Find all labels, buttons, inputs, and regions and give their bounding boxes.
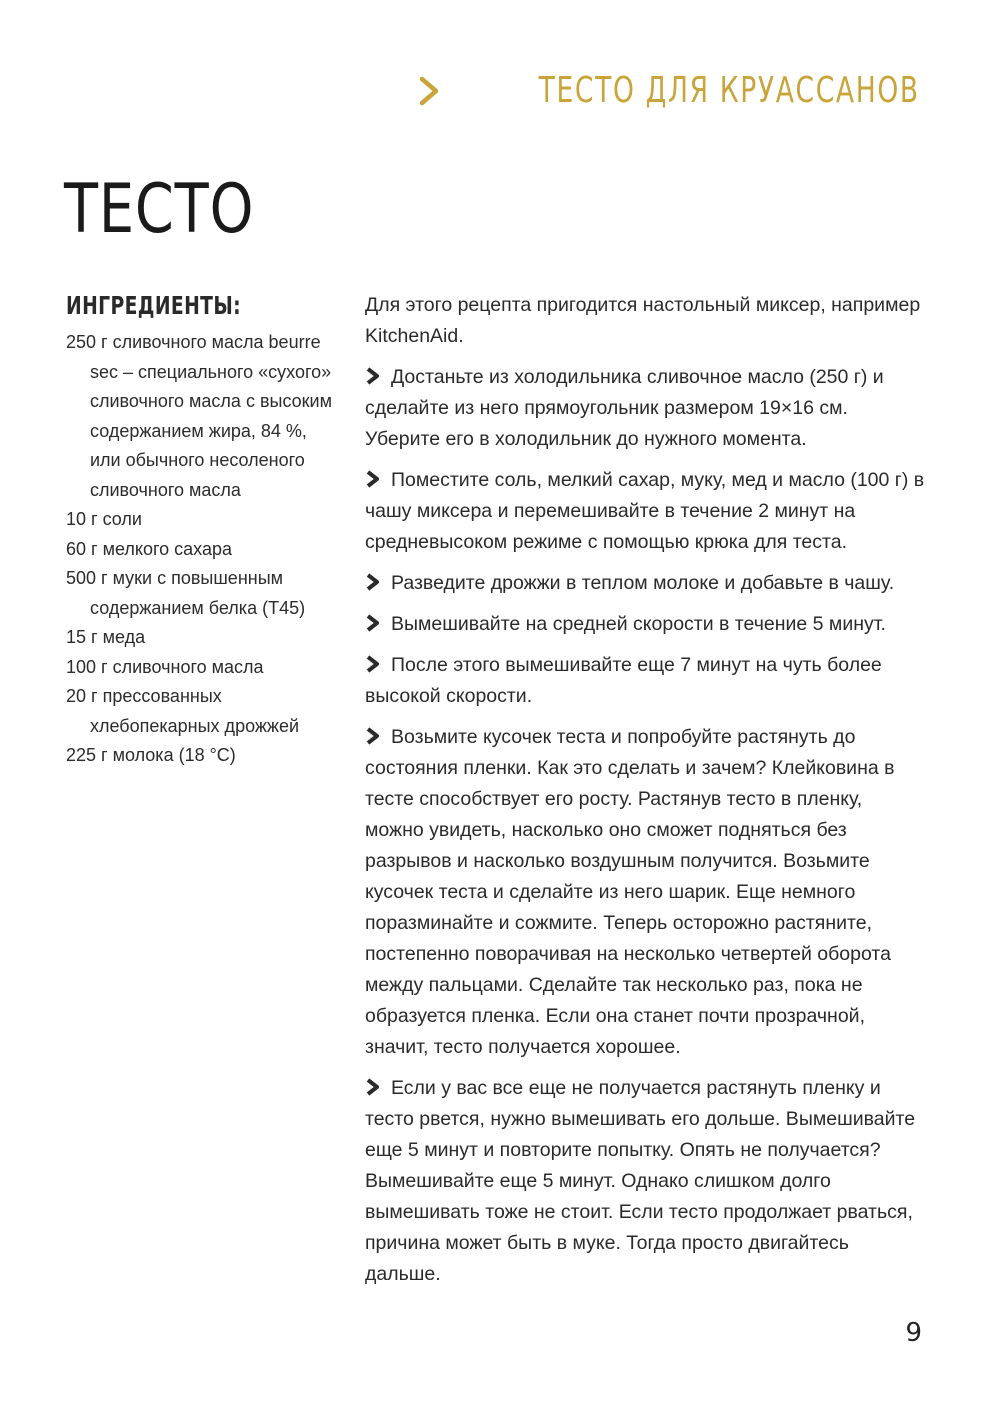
ingredient-item: 500 г муки с повышенным содержанием белка (T45) [66,568,306,618]
chevron-right-icon [365,614,381,632]
step-text: Достаньте из холодильника сливочное масло (250 г) и сделайте из него прямоугольник размером 19×16 см. Уберите его в холодильник до нужного момента. [365,366,884,450]
step-paragraph [365,362,925,455]
section-title: ТЕСТО [64,170,255,249]
step-text: Вымешивайте на средней скорости в течение 5 минут. [391,613,886,635]
ingredients-heading: ИНГРЕДИЕНТЫ: [66,291,241,320]
page-number: 9 [905,1318,922,1348]
step-text: После этого вымешивайте еще 7 минут на чуть более высокой скорости. [365,654,882,707]
ingredient-item: 100 г сливочного масла [66,656,264,677]
ingredient-item: 20 г прессованных хлебопекарных дрожжей [66,686,300,736]
chapter-title: ТЕСТО ДЛЯ КРУАССАНОВ [538,70,920,111]
step-paragraph [365,722,925,1063]
chevron-right-icon [419,76,441,106]
step-text: Возьмите кусочек теста и попробуйте растянуть до состояния пленки. Как это сделать и зачем? Клейковина в тесте способствует его росту. Растянув тесто в пленку, можно увидеть, насколько оно сможет подняться без разрывов и насколько воздушным получится. Возьмите кусочек теста и сделайте из него шарик. Еще немного поразминайте и сожмите. Теперь осторожно растяните, постепенно поворачивая на несколько четвертей оборота между пальцами. Сделайте так несколько раз, пока не образуется пленка. Если она станет почти прозрачной, значит, тесто получается хорошее. [365,726,895,1058]
instructions [365,290,925,1300]
step-paragraph [365,609,925,640]
chevron-right-icon [365,367,381,385]
ingredient-item: 60 г мелкого сахара [66,538,232,559]
intro-paragraph: Для этого рецепта пригодится настольный миксер, например KitchenAid. [365,294,921,347]
step-paragraph [365,568,925,599]
ingredient-item: 225 г молока (18 °C) [66,745,236,765]
chevron-right-icon [365,1078,381,1096]
chevron-right-icon [365,573,381,591]
chevron-right-icon [365,655,381,673]
chevron-right-icon [365,727,381,745]
ingredient-item: 10 г соли [66,509,142,529]
ingredients-list [66,328,336,771]
step-paragraph [365,465,925,558]
page-header [419,70,920,111]
ingredients-panel [66,290,336,771]
step-text: Если у вас все еще не получается растянуть пленку и тесто рвется, нужно вымешивать его дольше. Вымешивайте еще 5 минут и повторите попытку. Опять не получается? Вымешивайте еще 5 минут. Однако слишком долго вымешивать тоже не стоит. Если тесто продолжает рваться, причина может быть в муке. Тогда просто двигайтесь дальше. [365,1077,916,1285]
step-text: Поместите соль, мелкий сахар, муку, мед и масло (100 г) в чашу миксера и перемешивайте в течение 2 минут на средневысоком режиме с помощью крюка для теста. [365,469,925,553]
ingredient-item: 250 г сливочного масла beurre sec – специального «сухого» сливочного масла с высоким содержанием жира, 84 %, или обычного несоленого сливочного масла [66,332,332,500]
step-paragraph [365,650,925,712]
step-text: Разведите дрожжи в теплом молоке и добавьте в чашу. [391,572,895,594]
step-paragraph [365,1073,925,1290]
ingredient-item: 15 г меда [66,627,146,647]
chevron-right-icon [365,470,381,488]
